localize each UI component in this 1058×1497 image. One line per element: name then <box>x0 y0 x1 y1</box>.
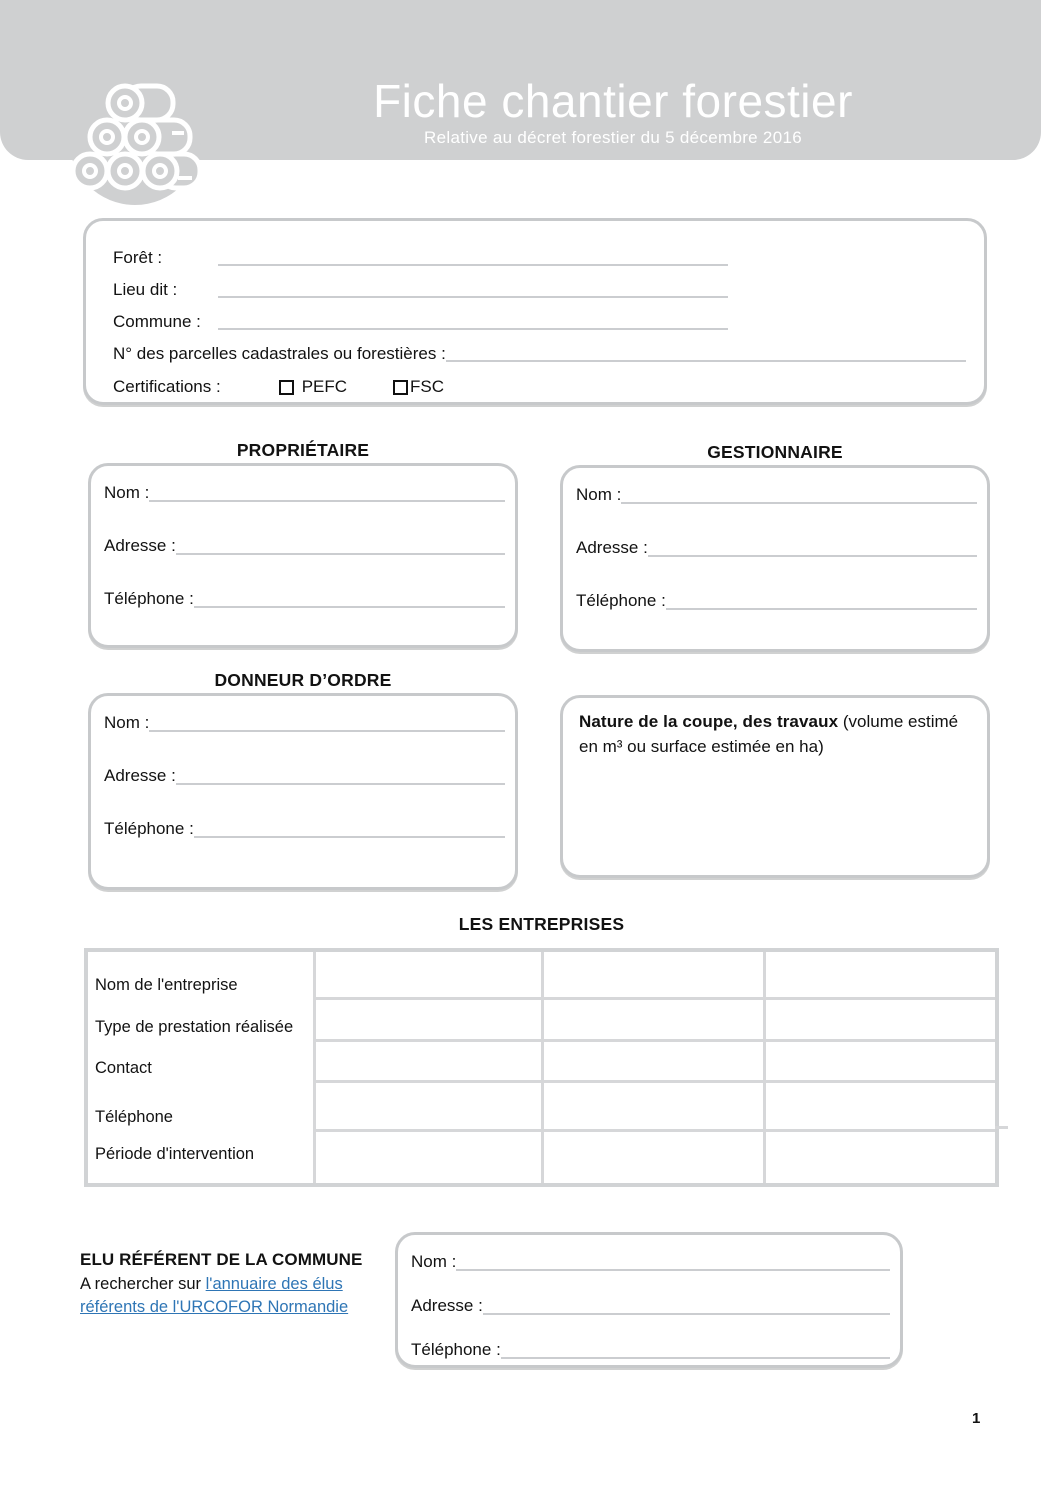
manager-adresse-label: Adresse : <box>576 538 648 557</box>
field-commune <box>113 301 966 333</box>
company-cell[interactable] <box>544 1000 766 1042</box>
owner-telephone-label: Téléphone : <box>104 589 194 608</box>
referent-adresse-row <box>411 1291 890 1317</box>
elu-referent-block <box>80 1250 390 1320</box>
referent-box <box>395 1232 903 1368</box>
orderer-telephone-write-line[interactable] <box>194 836 505 838</box>
manager-adresse-write-line[interactable] <box>648 555 977 557</box>
company-cell[interactable] <box>316 952 544 1000</box>
manager-nom-write-line[interactable] <box>621 502 977 504</box>
nature-text <box>579 710 971 759</box>
row-label-telephone: Téléphone <box>88 1083 316 1132</box>
field-parcelles <box>113 333 966 365</box>
referent-adresse-label: Adresse : <box>411 1296 483 1315</box>
annuaire-elus-link[interactable]: l'annuaire des élus référents de l'URCOFOR Normandie <box>80 1275 349 1317</box>
owner-telephone-write-line[interactable] <box>194 606 505 608</box>
parcelles-label: N° des parcelles cadastrales ou forestières : <box>113 344 446 363</box>
manager-heading: GESTIONNAIRE <box>707 442 843 462</box>
manager-box <box>560 465 990 652</box>
row-label-periode: Période d'intervention <box>88 1132 316 1183</box>
manager-telephone-row <box>576 586 977 612</box>
manager-nom-label: Nom : <box>576 485 622 504</box>
field-foret <box>113 237 966 269</box>
manager-adresse-row <box>576 533 977 559</box>
owner-nom-label: Nom : <box>104 483 150 502</box>
manager-nom-row <box>576 480 977 506</box>
nature-normal-label: (volume estimé en m³ ou surface estimée en ha) <box>579 712 959 756</box>
fsc-checkbox[interactable] <box>393 380 408 395</box>
row-label-contact: Contact <box>88 1042 316 1083</box>
orderer-box <box>88 693 518 890</box>
page-title: Fiche chantier forestier <box>373 75 853 127</box>
orderer-heading: DONNEUR D’ORDRE <box>214 670 392 690</box>
fsc-label: FSC <box>410 377 445 396</box>
certifications-label: Certifications : <box>113 376 221 396</box>
orderer-nom-row <box>104 708 505 734</box>
row-label-prestation: Type de prestation réalisée <box>88 1000 316 1042</box>
company-cell[interactable] <box>316 1000 544 1042</box>
site-info-box <box>83 218 987 405</box>
company-cell[interactable] <box>766 1132 995 1183</box>
referent-telephone-row <box>411 1335 890 1361</box>
owner-nom-write-line[interactable] <box>149 500 505 502</box>
company-cell[interactable] <box>316 1042 544 1083</box>
orderer-telephone-row <box>104 814 505 840</box>
company-cell[interactable] <box>766 1083 995 1132</box>
referent-telephone-write-line[interactable] <box>501 1357 890 1359</box>
row-label-entreprise: Nom de l'entreprise <box>88 952 316 1000</box>
owner-nom-row <box>104 478 505 504</box>
orderer-nom-write-line[interactable] <box>149 730 505 732</box>
owner-adresse-label: Adresse : <box>104 536 176 555</box>
certifications-row <box>113 369 966 405</box>
owner-telephone-row <box>104 584 505 610</box>
orderer-adresse-row <box>104 761 505 787</box>
manager-telephone-write-line[interactable] <box>666 608 977 610</box>
companies-table <box>84 948 999 1187</box>
referent-nom-row <box>411 1247 890 1273</box>
company-cell[interactable] <box>766 1000 995 1042</box>
nature-box[interactable] <box>560 695 990 878</box>
owner-heading: PROPRIÉTAIRE <box>236 440 370 460</box>
commune-label: Commune : <box>113 312 201 331</box>
elu-prefix: A rechercher sur <box>80 1275 206 1293</box>
referent-nom-write-line[interactable] <box>456 1269 890 1271</box>
orderer-telephone-label: Téléphone : <box>104 819 194 838</box>
elu-referent-title: ELU RÉFÉRENT DE LA COMMUNE <box>80 1250 363 1269</box>
nature-bold-label: Nature de la coupe, des travaux <box>579 712 839 731</box>
companies-heading: LES ENTREPRISES <box>458 914 625 934</box>
lieu-dit-write-line[interactable] <box>218 296 728 298</box>
orderer-nom-label: Nom : <box>104 713 150 732</box>
lieu-dit-label: Lieu dit : <box>113 280 178 299</box>
orderer-adresse-write-line[interactable] <box>176 783 505 785</box>
owner-box <box>88 463 518 648</box>
pefc-checkbox[interactable] <box>279 380 294 395</box>
table-edge-mark <box>995 1126 1008 1129</box>
owner-adresse-row <box>104 531 505 557</box>
field-lieu-dit <box>113 269 966 301</box>
elu-referent-text <box>80 1273 390 1320</box>
commune-write-line[interactable] <box>218 328 728 330</box>
page-number: 1 <box>972 1410 981 1427</box>
header-titles <box>0 76 1041 148</box>
company-cell[interactable] <box>766 1042 995 1083</box>
company-cell[interactable] <box>544 1083 766 1132</box>
page-subtitle: Relative au décret forestier du 5 décembre 2016 <box>424 127 802 147</box>
owner-adresse-write-line[interactable] <box>176 553 505 555</box>
referent-adresse-write-line[interactable] <box>483 1313 890 1315</box>
pefc-label: PEFC <box>301 377 348 396</box>
referent-telephone-label: Téléphone : <box>411 1340 501 1359</box>
referent-nom-label: Nom : <box>411 1252 457 1271</box>
foret-label: Forêt : <box>113 248 163 267</box>
company-cell[interactable] <box>316 1083 544 1132</box>
manager-telephone-label: Téléphone : <box>576 591 666 610</box>
company-cell[interactable] <box>316 1132 544 1183</box>
foret-write-line[interactable] <box>218 264 728 266</box>
company-cell[interactable] <box>766 952 995 1000</box>
company-cell[interactable] <box>544 952 766 1000</box>
company-cell[interactable] <box>544 1042 766 1083</box>
orderer-adresse-label: Adresse : <box>104 766 176 785</box>
company-cell[interactable] <box>544 1132 766 1183</box>
parcelles-write-line[interactable] <box>446 360 966 362</box>
